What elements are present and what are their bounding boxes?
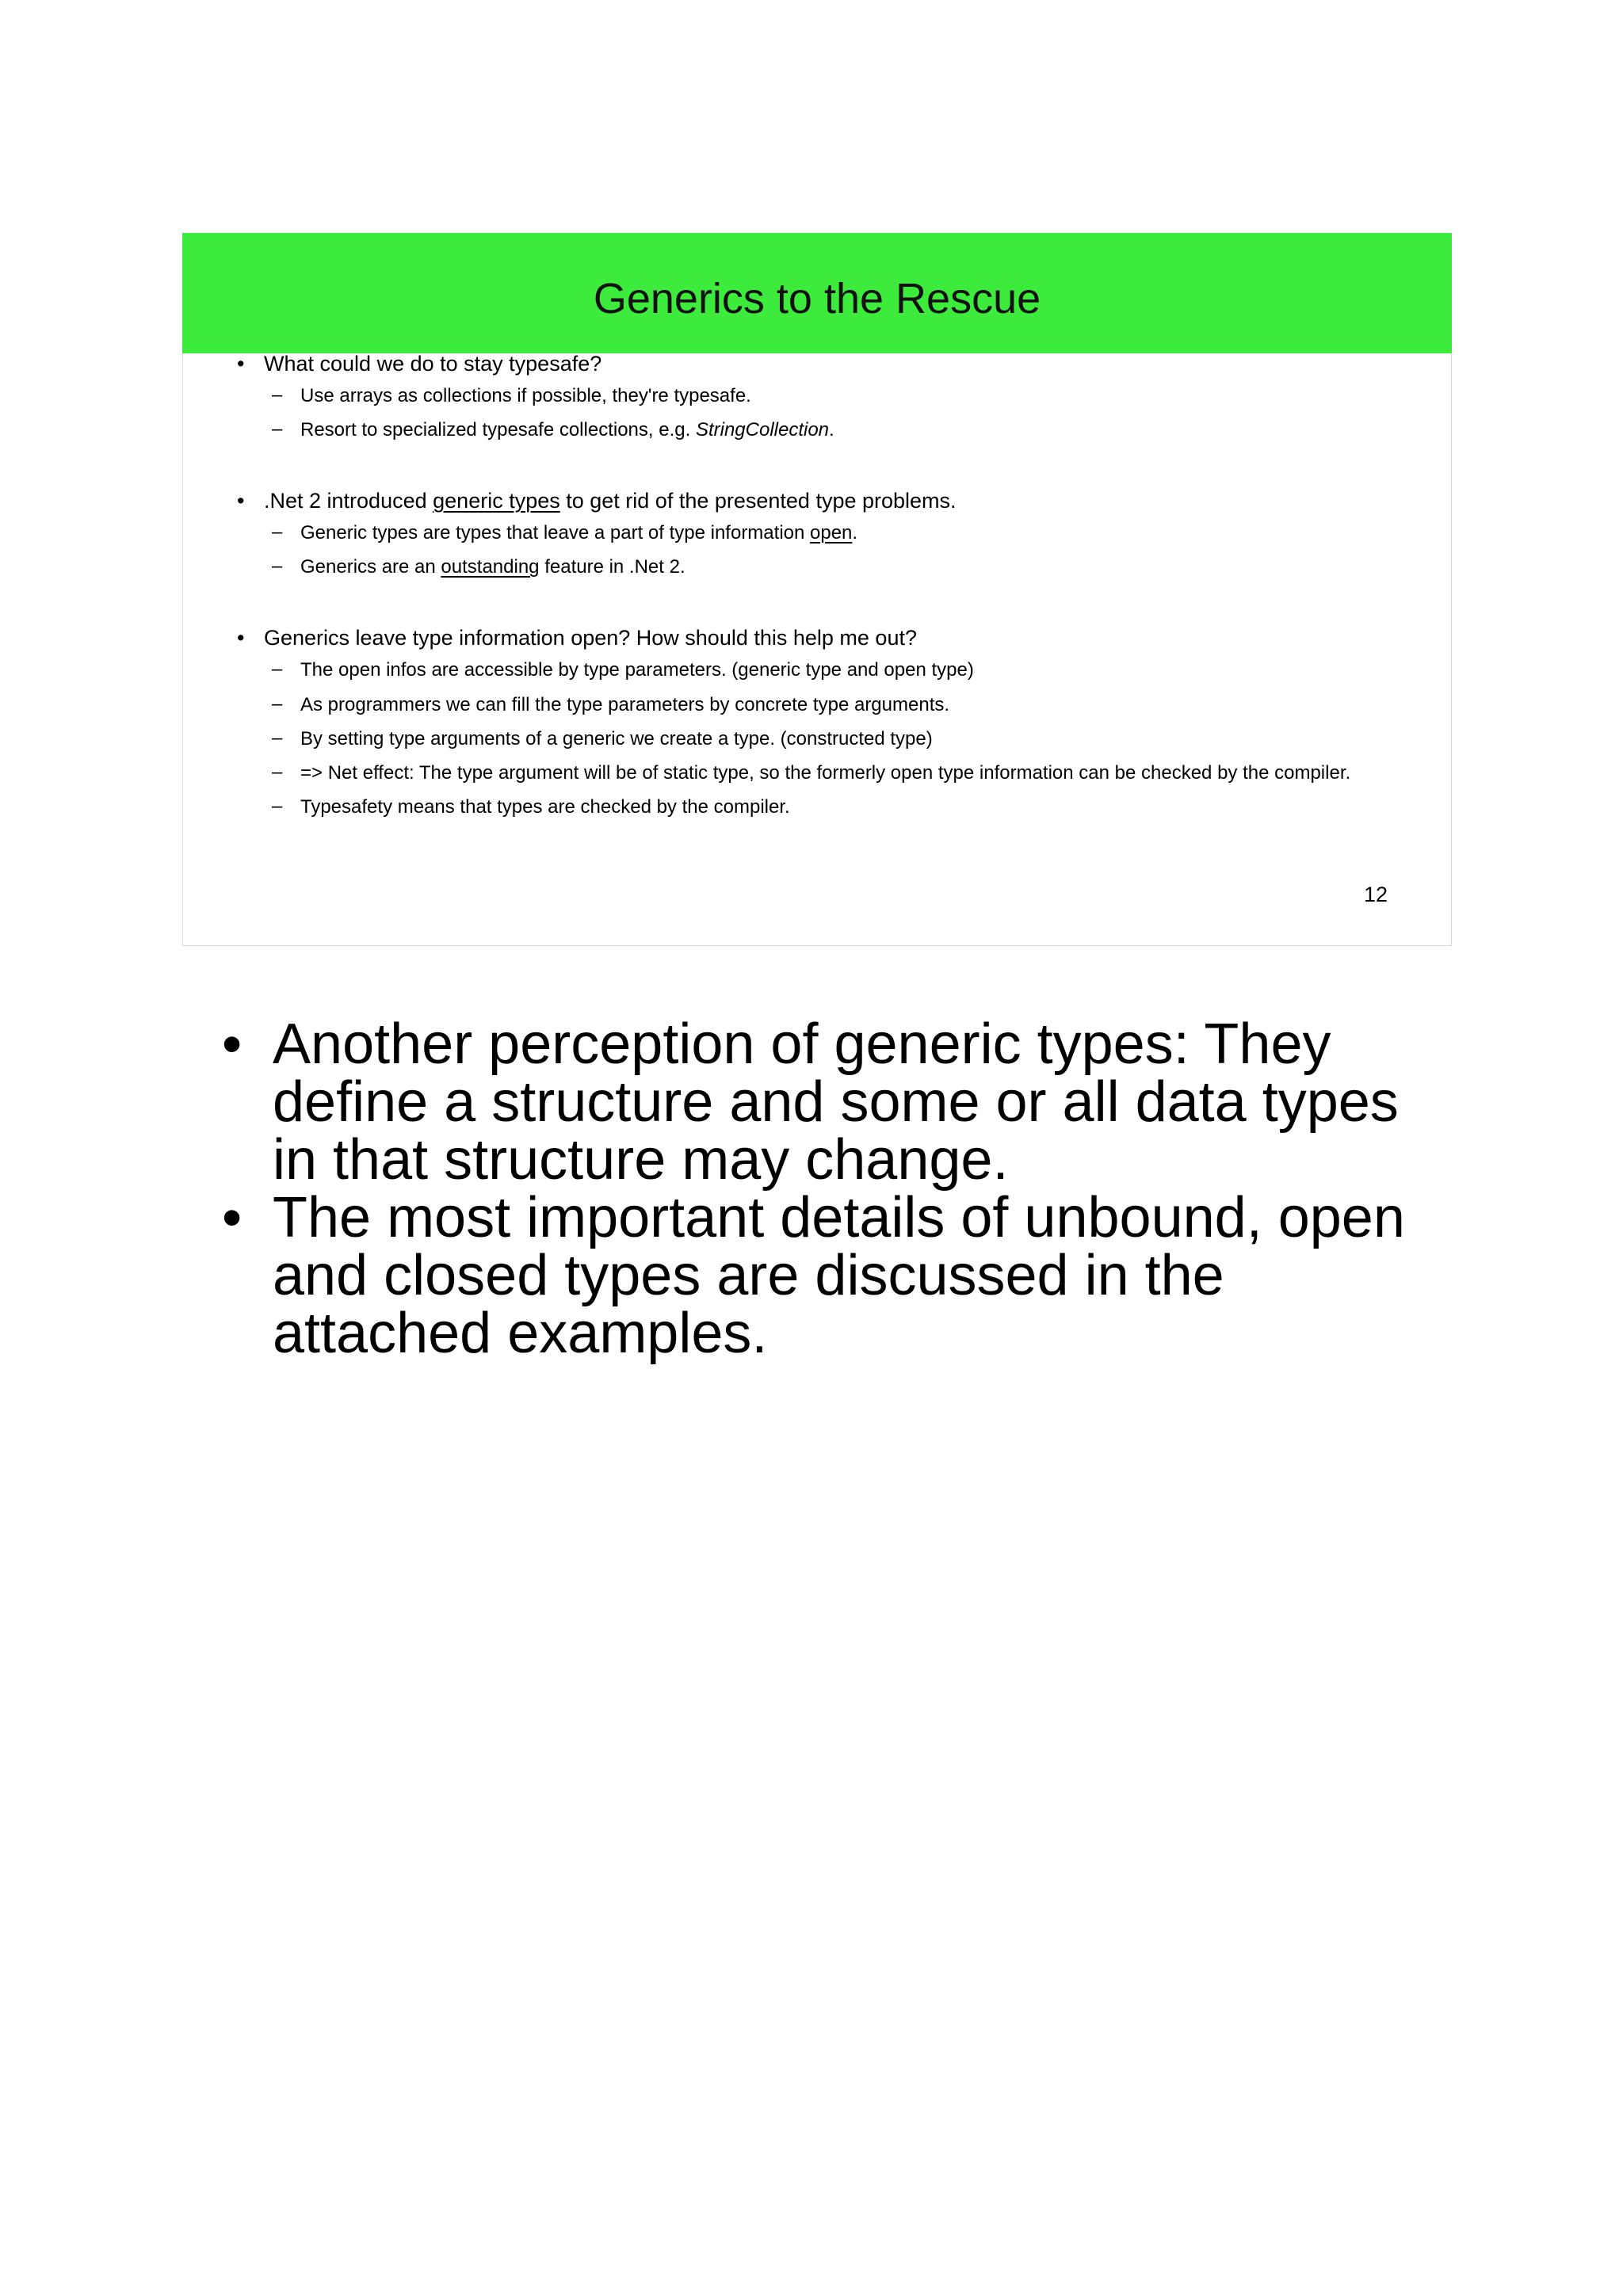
dash-marker: –: [272, 761, 283, 783]
bullet-3: [237, 625, 917, 650]
bullet-text: What could we do to stay typesafe?: [264, 352, 602, 376]
bullet-1: [237, 351, 602, 376]
sub-bullet-3-5: [272, 795, 790, 819]
speaker-notes: [222, 1013, 1458, 1365]
note-item-1: [222, 1013, 1458, 1192]
sub-bullet-3-1: [272, 658, 974, 682]
class-name-stringcollection: StringCollection: [695, 419, 830, 441]
note-bullet-marker: •: [222, 1186, 242, 1249]
term-outstanding: outstanding: [441, 556, 540, 578]
sub-bullet-text-end: feature in .Net 2.: [539, 556, 685, 578]
sub-bullet-text: As programmers we can fill the type parameters by concrete type arguments.: [300, 694, 950, 715]
bullet-marker: •: [237, 489, 245, 513]
dash-marker: –: [272, 727, 283, 749]
page-number: 12: [1363, 883, 1388, 906]
sub-bullet-text: => Net effect: The type argument will be of static type, so the formerly open type information can be checked by the compiler.: [300, 762, 1351, 784]
dash-marker: –: [272, 384, 283, 406]
sub-bullet-3-3: [272, 727, 933, 751]
dash-marker: –: [272, 418, 283, 440]
dash-marker: –: [272, 658, 283, 680]
sub-bullet-2-2: [272, 555, 685, 579]
sub-bullet-text: Generic types are types that leave a part of type information: [300, 522, 811, 543]
sub-bullet-text: Use arrays as collections if possible, they're typesafe.: [300, 385, 751, 406]
dash-marker: –: [272, 795, 283, 817]
bullet-marker: •: [237, 626, 245, 650]
sub-bullet-2-1: [272, 521, 858, 545]
note-text: Another perception of generic types: They define a structure and some or all data types in that structure may change.: [273, 1013, 1399, 1192]
bullet-text: Generics leave type information open? How should this help me out?: [264, 626, 917, 650]
sub-bullet-text-end: .: [852, 522, 858, 543]
slide: [182, 233, 1452, 946]
sub-bullet-text-end: .: [829, 419, 834, 441]
term-open: open: [810, 522, 853, 543]
sub-bullet-text: Typesafety means that types are checked by the compiler.: [300, 796, 790, 818]
bullet-2: [237, 488, 957, 513]
sub-bullet-text: Generics are an: [300, 556, 441, 578]
term-generic-types: generic types: [433, 489, 560, 513]
dash-marker: –: [272, 555, 283, 577]
bullet-marker: •: [237, 352, 245, 376]
sub-bullet-text: Resort to specialized typesafe collections, e.g.: [300, 419, 696, 441]
dash-marker: –: [272, 521, 283, 543]
sub-bullet-text: The open infos are accessible by type parameters. (generic type and open type): [300, 659, 974, 681]
bullet-text: .Net 2 introduced: [264, 489, 433, 513]
slide-header: [182, 233, 1452, 353]
sub-bullet-3-2: [272, 693, 950, 717]
note-bullet-marker: •: [222, 1013, 242, 1076]
note-item-2: [222, 1186, 1458, 1365]
note-text: The most important details of unbound, open and closed types are discussed in the attached examples.: [273, 1186, 1405, 1365]
sub-bullet-text: By setting type arguments of a generic we create a type. (constructed type): [300, 728, 933, 749]
sub-bullet-1-2: [272, 418, 834, 442]
slide-title: Generics to the Rescue: [593, 275, 1041, 322]
dash-marker: –: [272, 693, 283, 715]
bullet-text-end: to get rid of the presented type problems.: [559, 489, 957, 513]
sub-bullet-3-4: [272, 761, 1351, 785]
sub-bullet-1-1: [272, 384, 751, 408]
